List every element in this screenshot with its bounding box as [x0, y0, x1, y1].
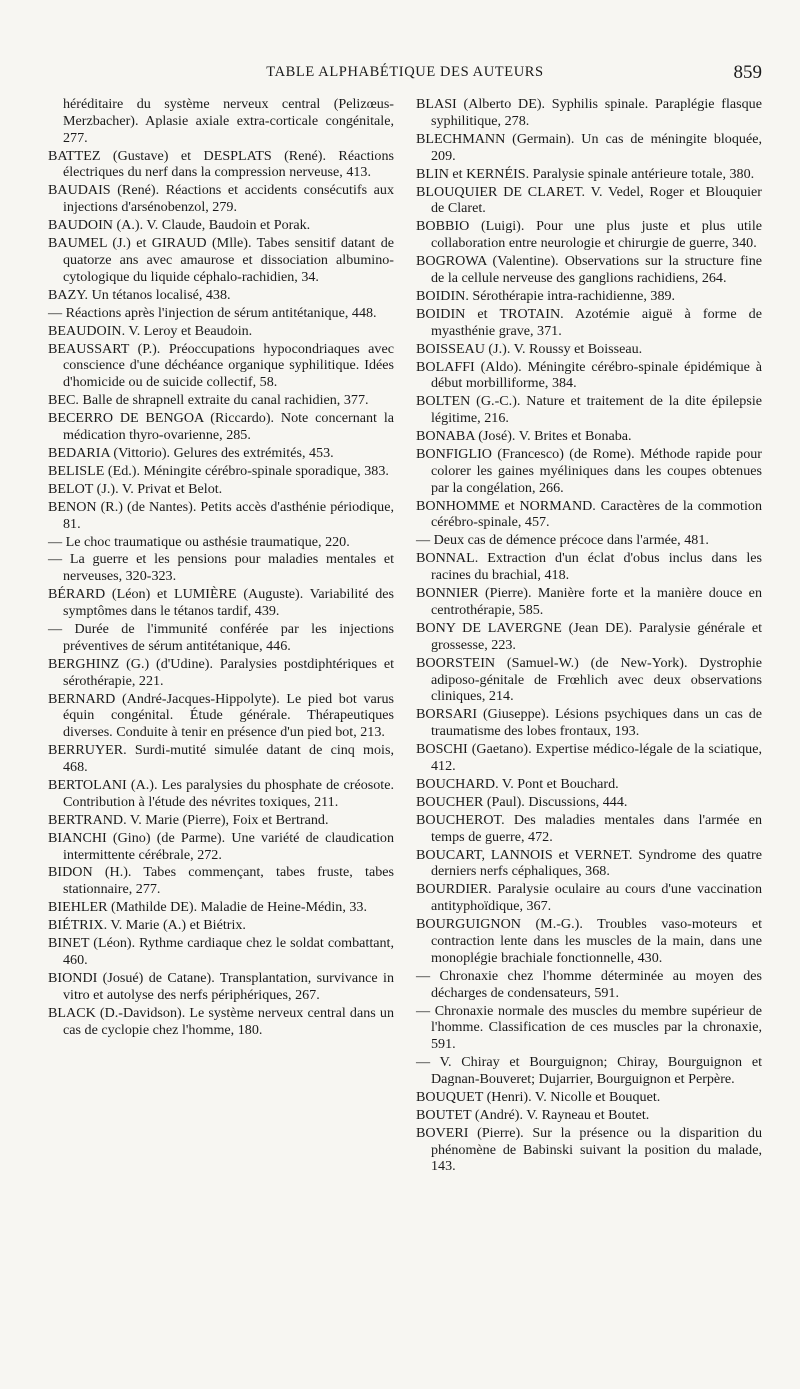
index-entry: BOUCART, LANNOIS et VERNET. Syndrome des quatre derniers nerfs céphaliques, 368.: [416, 846, 762, 880]
index-entry: BLOUQUIER DE CLARET. V. Vedel, Roger et Blouquier de Claret.: [416, 183, 762, 217]
index-entry: BECERRO DE BENGOA (Riccardo). Note concernant la médication thyro-ovarienne, 285.: [48, 410, 394, 443]
index-entry: BOUCHEROT. Des maladies mentales dans l'armée en temps de guerre, 472.: [416, 811, 762, 845]
index-entry: BELOT (J.). V. Privat et Belot.: [48, 480, 223, 497]
index-entry: BIANCHI (Gino) (de Parme). Une variété de claudication intermittente cérébrale, 272.: [48, 829, 394, 863]
index-entry: BONNIER (Pierre). Manière forte et la manière douce en centrothérapie, 585.: [416, 585, 762, 618]
index-entry: BONY DE LAVERGNE (Jean DE). Paralysie générale et grossesse, 223.: [416, 619, 762, 653]
index-entry: BOORSTEIN (Samuel-W.) (de New-York). Dystrophie adiposo-génitale de Frœhlich avec deux observations cliniques, 214.: [416, 654, 762, 705]
index-entry: BEAUSSART (P.). Préoccupations hypocondriaques avec conscience d'une déchéance organique syphilitique. Idées d'homicide ou de suicide collectif, 58.: [48, 340, 394, 391]
index-entry: BOGROWA (Valentine). Observations sur la structure fine de la cellule nerveuse des ganglions rachidiens, 264.: [416, 253, 762, 286]
index-entry: BERNARD (André-Jacques-Hippolyte). Le pied bot varus équin congénital. Étude générale. Thérapeutiques diverses. Conduite à tenir en présence d'un pied bot, 213.: [48, 690, 394, 741]
index-entry: BERTOLANI (A.). Les paralysies du phosphate de créosote. Contribution à l'étude des névrites toxiques, 211.: [48, 776, 394, 810]
left-column: [48, 96, 394, 1039]
index-entry: BLIN et KERNÉIS. Paralysie spinale antérieure totale, 380.: [416, 165, 755, 182]
index-entry: BONABA (José). V. Brites et Bonaba.: [416, 428, 632, 445]
index-entry: BOISSEAU (J.). V. Roussy et Boisseau.: [416, 340, 643, 357]
index-entry: BONFIGLIO (Francesco) (de Rome). Méthode rapide pour colorer les gaines myéliniques dans les coupes obtenues par la congélation, 266.: [416, 446, 762, 496]
index-entry: BLECHMANN (Germain). Un cas de méningite bloquée, 209.: [416, 130, 762, 164]
index-entry: BOUQUET (Henri). V. Nicolle et Bouquet.: [416, 1088, 661, 1105]
index-entry: — La guerre et les pensions pour maladies mentales et nerveuses, 320-323.: [48, 551, 394, 585]
index-entry: BOLTEN (G.-C.). Nature et traitement de la dite épilepsie légitime, 216.: [416, 393, 762, 427]
index-entry: BOBBIO (Luigi). Pour une plus juste et plus utile collaboration entre neurologie et chirurgie de guerre, 340.: [416, 218, 762, 252]
index-entry: BOIDIN. Sérothérapie intra-rachidienne, 389.: [416, 287, 676, 304]
index-entry: — Réactions après l'injection de sérum antitétanique, 448.: [48, 304, 377, 321]
index-entry: — Chronaxie normale des muscles du membre supérieur de l'homme. Classification de ces muscles par la chronaxie, 591.: [416, 1002, 762, 1053]
index-entry: BAZY. Un tétanos localisé, 438.: [48, 286, 231, 303]
index-entry: héréditaire du système nerveux central (Pelizœus-Merzbacher). Aplasie axiale extra-corticale congénitale, 277.: [63, 96, 394, 146]
index-entry: BONNAL. Extraction d'un éclat d'obus inclus dans les racines du brachial, 418.: [416, 550, 762, 584]
index-entry: BOUCHER (Paul). Discussions, 444.: [416, 793, 628, 810]
index-entry: BATTEZ (Gustave) et DESPLATS (René). Réactions électriques du nerf dans la compression nerveuse, 413.: [48, 147, 394, 181]
index-entry: — Deux cas de démence précoce dans l'armée, 481.: [416, 532, 709, 549]
index-entry: BLASI (Alberto DE). Syphilis spinale. Paraplégie flasque syphilitique, 278.: [416, 96, 762, 129]
index-entry: BOUTET (André). V. Rayneau et Boutet.: [416, 1106, 650, 1123]
index-entry: BERTRAND. V. Marie (Pierre), Foix et Bertrand.: [48, 811, 329, 828]
index-entry: BOLAFFI (Aldo). Méningite cérébro-spinale épidémique à début morbilliforme, 384.: [416, 358, 762, 392]
index-entry: BIEHLER (Mathilde DE). Maladie de Heine-Médin, 33.: [48, 899, 367, 916]
index-entry: BENON (R.) (de Nantes). Petits accès d'asthénie périodique, 81.: [48, 498, 394, 532]
right-column: [416, 96, 762, 1176]
index-entry: BOUCHARD. V. Pont et Bouchard.: [416, 775, 619, 792]
index-entry: BOVERI (Pierre). Sur la présence ou la disparition du phénomène de Babinski suivant la position du malade, 143.: [416, 1124, 762, 1175]
index-entry: BAUDOIN (A.). V. Claude, Baudoin et Porak.: [48, 217, 311, 234]
index-entry: — Le choc traumatique ou asthésie traumatique, 220.: [48, 533, 350, 550]
index-entry: BOURGUIGNON (M.-G.). Troubles vaso-moteurs et contraction lente dans les muscles de la main, dans une monoplégie brachiale fonctionnelle, 430.: [416, 916, 762, 966]
index-entry: BELISLE (Ed.). Méningite cérébro-spinale sporadique, 383.: [48, 462, 389, 479]
index-entry: BIDON (H.). Tabes commençant, tabes fruste, tabes stationnaire, 277.: [48, 864, 394, 898]
index-entry: BIONDI (Josué) de Catane). Transplantation, survivance in vitro et autolyse des nerfs périphériques, 267.: [48, 969, 394, 1003]
index-entry: BERRUYER. Surdi-mutité simulée datant de cinq mois, 468.: [48, 742, 394, 776]
index-entry: BORSARI (Giuseppe). Lésions psychiques dans un cas de traumatisme des lobes frontaux, 193.: [416, 706, 762, 740]
index-entry: — Durée de l'immunité conférée par les injections préventives de sérum antitétanique, 446.: [48, 621, 394, 654]
index-entry: — V. Chiray et Bourguignon; Chiray, Bourguignon et Dagnan-Bouveret; Dujarrier, Bourguignon et Perpère.: [416, 1054, 762, 1087]
index-entry: BOURDIER. Paralysie oculaire au cours d'une vaccination antityphoïdique, 367.: [416, 881, 762, 915]
index-entry: BEC. Balle de shrapnell extraite du canal rachidien, 377.: [48, 392, 369, 409]
index-entry: BIÉTRIX. V. Marie (A.) et Biétrix.: [48, 917, 246, 934]
index-entry: BONHOMME et NORMAND. Caractères de la commotion cérébro-spinale, 457.: [416, 497, 762, 531]
index-entry: — Chronaxie chez l'homme déterminée au moyen des décharges de condensateurs, 591.: [416, 967, 762, 1001]
index-entry: BEAUDOIN. V. Leroy et Beaudoin.: [48, 322, 253, 339]
running-header: [48, 62, 762, 86]
index-entry: BAUDAIS (René). Réactions et accidents consécutifs aux injections d'arsénobenzol, 279.: [48, 182, 394, 216]
index-entry: BAUMEL (J.) et GIRAUD (Mlle). Tabes sensitif datant de quatorze ans avec amaurose et dissociation albumino-cytologique du liquide céphalo-rachidien, 34.: [48, 235, 394, 285]
index-entry: BOSCHI (Gaetano). Expertise médico-légale de la sciatique, 412.: [416, 741, 762, 774]
page-number: 859: [733, 62, 762, 83]
index-entry: BLACK (D.-Davidson). Le système nerveux central dans un cas de cyclopie chez l'homme, 180.: [48, 1004, 394, 1038]
index-entry: BINET (Léon). Rythme cardiaque chez le soldat combattant, 460.: [48, 935, 394, 968]
index-entry: BÉRARD (Léon) et LUMIÈRE (Auguste). Variabilité des symptômes dans le tétanos tardif, 439.: [48, 586, 394, 620]
page-title: TABLE ALPHABÉTIQUE DES AUTEURS: [266, 64, 544, 80]
index-entry: BEDARIA (Vittorio). Gelures des extrémités, 453.: [48, 444, 334, 461]
index-entry: BOIDIN et TROTAIN. Azotémie aiguë à forme de myasthénie grave, 371.: [416, 305, 762, 339]
index-entry: BERGHINZ (G.) (d'Udine). Paralysies postdiphtériques et sérothérapie, 221.: [48, 655, 394, 689]
